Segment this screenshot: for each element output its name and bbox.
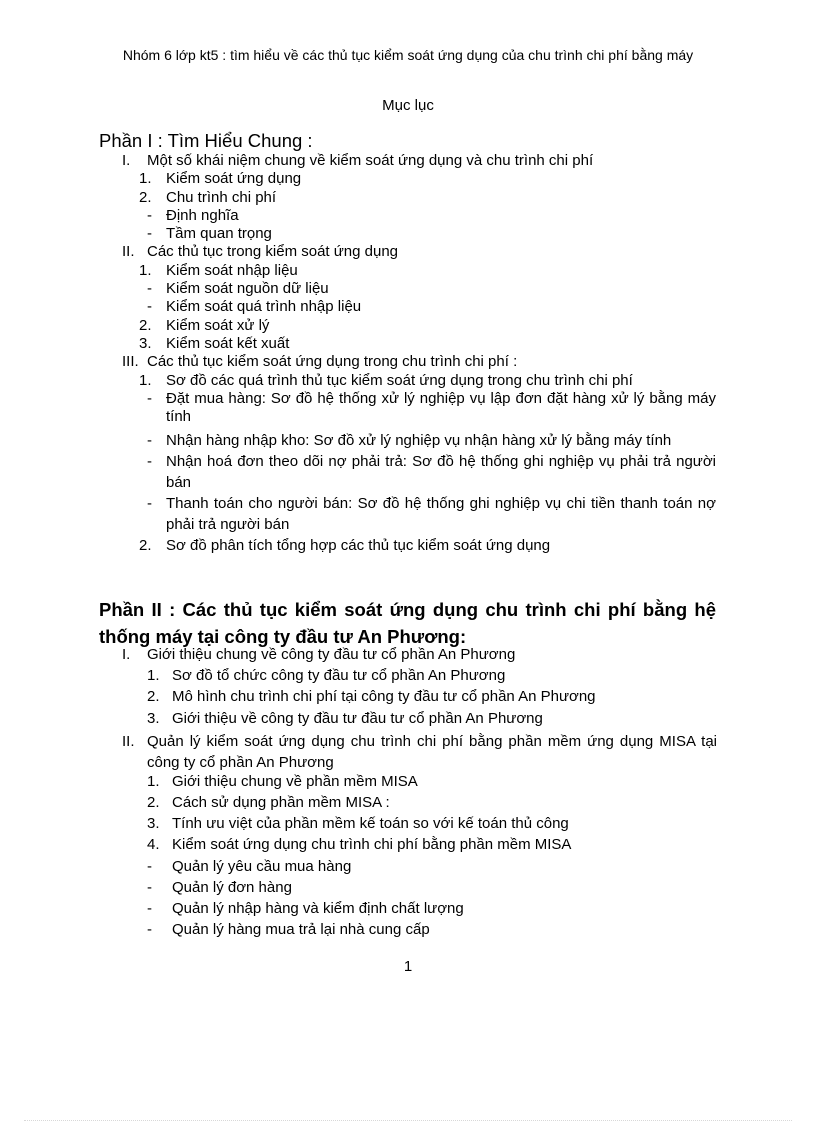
item-text: Giới thiệu về công ty đầu tư đầu tư cổ phần An Phương bbox=[172, 709, 543, 727]
item-text: Sơ đồ các quá trình thủ tục kiểm soát ứng dụng trong chu trình chi phí bbox=[166, 371, 633, 389]
item-text: Kiểm soát nguồn dữ liệu bbox=[166, 280, 329, 298]
item-text: Sơ đồ tổ chức công ty đầu tư cổ phần An Phương bbox=[172, 667, 506, 685]
item-marker: - bbox=[147, 389, 152, 407]
toc-item bbox=[147, 900, 719, 921]
item-text: Quản lý kiểm soát ứng dụng chu trình chi phí bằng phần mềm ứng dụng MISA tại công ty cổ phần An Phương bbox=[147, 732, 717, 771]
item-text: Giới thiệu chung về phần mềm MISA bbox=[172, 772, 418, 790]
item-text: Kiểm soát ứng dụng bbox=[166, 170, 302, 188]
item-text: Tầm quan trọng bbox=[166, 225, 272, 243]
toc-item bbox=[147, 858, 719, 879]
item-text: Kiểm soát kết xuất bbox=[166, 334, 290, 352]
toc-item bbox=[139, 189, 719, 207]
item-marker: - bbox=[147, 494, 152, 512]
item-marker: - bbox=[147, 206, 152, 224]
item-text: Đặt mua hàng: Sơ đồ hệ thống xử lý nghiệp vụ lập đơn đặt hàng xử lý bằng máy tính bbox=[166, 389, 716, 425]
toc-item bbox=[147, 280, 719, 298]
item-text: Định nghĩa bbox=[166, 206, 239, 224]
toc-item bbox=[122, 353, 719, 371]
item-text: Nhận hoá đơn theo dõi nợ phải trả: Sơ đồ hệ thống ghi nghiệp vụ phải trả người bán bbox=[166, 452, 716, 491]
item-marker: 2. bbox=[139, 188, 152, 206]
item-marker: 1. bbox=[147, 667, 160, 685]
item-marker: - bbox=[147, 431, 152, 449]
item-text: Quản lý hàng mua trả lại nhà cung cấp bbox=[172, 921, 430, 939]
toc-item bbox=[147, 710, 719, 731]
toc-item bbox=[139, 317, 719, 335]
toc-item bbox=[139, 262, 719, 280]
toc-item bbox=[147, 390, 716, 426]
item-marker: 3. bbox=[139, 334, 152, 352]
page-header: Nhóm 6 lớp kt5 : tìm hiểu về các thủ tục kiểm soát ứng dụng của chu trình chi phí bằng máy bbox=[122, 47, 694, 63]
item-text: Nhận hàng nhập kho: Sơ đồ xử lý nghiệp vụ nhận hàng xử lý bằng máy tính bbox=[166, 431, 672, 449]
toc-item bbox=[122, 152, 719, 170]
part1-title: Phần I : Tìm Hiểu Chung : bbox=[99, 130, 313, 151]
item-text: Các thủ tục kiểm soát ứng dụng trong chu trình chi phí : bbox=[147, 353, 518, 371]
item-marker: 2. bbox=[139, 536, 152, 554]
item-marker: - bbox=[147, 921, 152, 939]
item-text: Kiểm soát xử lý bbox=[166, 316, 270, 334]
toc-item bbox=[122, 731, 717, 773]
toc-item bbox=[147, 773, 719, 794]
item-marker: 3. bbox=[147, 815, 160, 833]
item-marker: 4. bbox=[147, 836, 160, 854]
toc-item bbox=[147, 688, 719, 709]
item-text: Kiểm soát nhập liệu bbox=[166, 261, 298, 279]
toc-item bbox=[139, 372, 719, 390]
item-text: Quản lý đơn hàng bbox=[172, 878, 292, 896]
item-text: Chu trình chi phí bbox=[166, 188, 277, 206]
toc-item bbox=[147, 815, 719, 836]
item-text: Cách sử dụng phần mềm MISA : bbox=[172, 793, 390, 811]
item-text: Các thủ tục trong kiểm soát ứng dụng bbox=[147, 243, 399, 261]
toc-item bbox=[139, 335, 719, 353]
item-text: Giới thiệu chung về công ty đầu tư cổ phần An Phương bbox=[147, 646, 516, 663]
item-text: Kiểm soát ứng dụng chu trình chi phí bằng phần mềm MISA bbox=[172, 836, 572, 854]
toc-item bbox=[122, 243, 719, 261]
toc-item bbox=[147, 298, 719, 316]
item-text: Sơ đồ phân tích tổng hợp các thủ tục kiểm soát ứng dụng bbox=[166, 536, 551, 554]
item-marker: - bbox=[147, 899, 152, 917]
toc-item bbox=[147, 794, 719, 815]
page-number: 1 bbox=[403, 958, 413, 975]
item-marker: 3. bbox=[147, 709, 160, 727]
item-marker: III. bbox=[122, 353, 139, 371]
part1-list bbox=[99, 152, 719, 556]
toc-item bbox=[147, 207, 719, 225]
item-marker: 2. bbox=[139, 316, 152, 334]
item-text: Quản lý yêu cầu mua hàng bbox=[172, 857, 352, 875]
item-marker: II. bbox=[122, 732, 135, 750]
item-text: Tính ưu việt của phần mềm kế toán so với kế toán thủ công bbox=[172, 815, 569, 833]
item-text: Mô hình chu trình chi phí tại công ty đầu tư cổ phần An Phương bbox=[172, 688, 596, 706]
toc-item bbox=[122, 646, 719, 667]
item-marker: - bbox=[147, 280, 152, 298]
toc-item bbox=[147, 921, 719, 942]
toc-item bbox=[147, 451, 716, 493]
item-text: Một số khái niệm chung về kiểm soát ứng dụng và chu trình chi phí bbox=[147, 152, 594, 169]
item-text: Thanh toán cho người bán: Sơ đồ hệ thống ghi nghiệp vụ chi tiền thanh toán nợ phải trả người bán bbox=[166, 494, 716, 533]
item-text: Quản lý nhập hàng và kiểm định chất lượng bbox=[172, 899, 464, 917]
item-text: Kiểm soát quá trình nhập liệu bbox=[166, 298, 362, 316]
part2-list bbox=[99, 646, 719, 942]
toc-item bbox=[139, 170, 719, 188]
item-marker: 1. bbox=[139, 170, 152, 188]
item-marker: 1. bbox=[139, 371, 152, 389]
item-marker: - bbox=[147, 452, 152, 470]
toc-item bbox=[139, 535, 719, 556]
item-marker: 1. bbox=[147, 772, 160, 790]
item-marker: 2. bbox=[147, 793, 160, 811]
toc-item bbox=[147, 667, 719, 688]
item-marker: 1. bbox=[139, 261, 152, 279]
part2-title: Phần II : Các thủ tục kiểm soát ứng dụng chu trình chi phí bằng hệ thống máy tại công ty đầu tư An Phương: bbox=[99, 599, 716, 647]
item-marker: - bbox=[147, 298, 152, 316]
toc-item bbox=[147, 493, 716, 535]
item-marker: - bbox=[147, 225, 152, 243]
item-marker: I. bbox=[122, 152, 131, 169]
item-marker: I. bbox=[122, 646, 131, 663]
toc-item bbox=[147, 879, 719, 900]
item-marker: 2. bbox=[147, 688, 160, 706]
toc-item bbox=[147, 836, 719, 857]
toc-item bbox=[147, 430, 716, 451]
item-marker: - bbox=[147, 857, 152, 875]
item-marker: - bbox=[147, 878, 152, 896]
item-marker: II. bbox=[122, 243, 135, 261]
toc-title: Mục lục bbox=[382, 97, 434, 114]
toc-item bbox=[147, 225, 719, 243]
page-bottom-divider bbox=[24, 1120, 792, 1121]
